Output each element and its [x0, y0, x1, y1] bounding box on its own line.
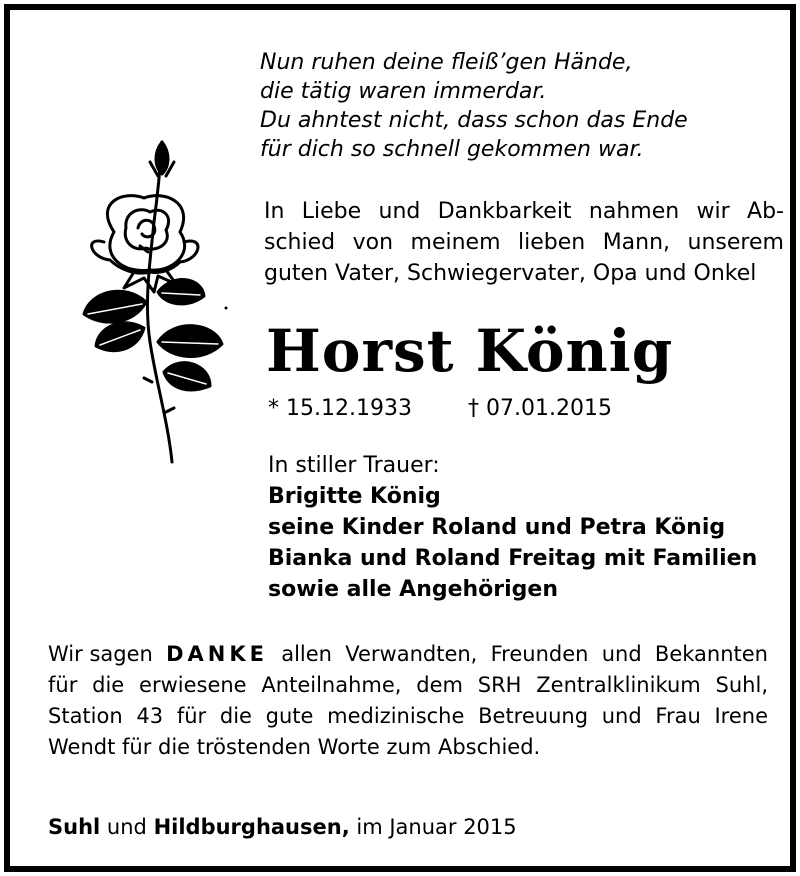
- thanks-line: für die erwiesene Anteilnahme, dem SRH Zentralklinikum Suhl,: [48, 673, 768, 697]
- mourner-name: Bianka und Roland Freitag mit Familien: [268, 546, 758, 571]
- mourner-name: seine Kinder Roland und Petra König: [268, 515, 726, 540]
- obituary-notice: [4, 4, 796, 872]
- birth-date: * 15.12.1933: [268, 396, 412, 421]
- deceased-name: Horst König: [266, 317, 674, 385]
- poem-line: Nun ruhen deine fleiß’gen Hände,: [260, 50, 633, 75]
- intro-text: [264, 196, 784, 289]
- mourners: [268, 450, 788, 605]
- intro-line: schied von meinem lieben Mann, unserem: [264, 230, 784, 255]
- life-dates: [268, 394, 788, 424]
- mourner-name: sowie alle Angehörigen: [268, 577, 559, 602]
- city-suhl: Suhl: [48, 815, 101, 839]
- intro-line: In Liebe und Dankbarkeit nahmen wir Ab-: [264, 199, 784, 224]
- poem-line: Du ahntest nicht, dass schon das Ende: [260, 108, 688, 133]
- city-hildburghausen: Hildburghausen,: [153, 815, 350, 839]
- mourner-name: Brigitte König: [268, 484, 441, 509]
- thanks-text: [48, 639, 768, 763]
- rose-icon: [54, 132, 234, 472]
- poem-line: die tätig waren immerdar.: [260, 79, 547, 104]
- poem: [260, 48, 780, 164]
- poem-line: für dich so schnell gekommen war.: [260, 137, 644, 162]
- mourners-label: In stiller Trauer:: [268, 453, 440, 478]
- notice-date: im Januar 2015: [356, 815, 517, 839]
- death-date: † 07.01.2015: [468, 396, 612, 421]
- place-and-date: Suhl und Hildburghausen, im Januar 2015: [48, 815, 517, 839]
- danke-word: DANKE: [166, 642, 268, 666]
- thanks-line: Wir sagen DANKE allen Verwandten, Freunden und Bekannten: [48, 639, 768, 670]
- thanks-line: Station 43 für die gute medizinische Betreuung und Frau Irene: [48, 704, 768, 728]
- intro-line: guten Vater, Schwiegervater, Opa und Onkel: [264, 261, 757, 286]
- thanks-line: Wendt für die tröstenden Worte zum Abschied.: [48, 735, 541, 759]
